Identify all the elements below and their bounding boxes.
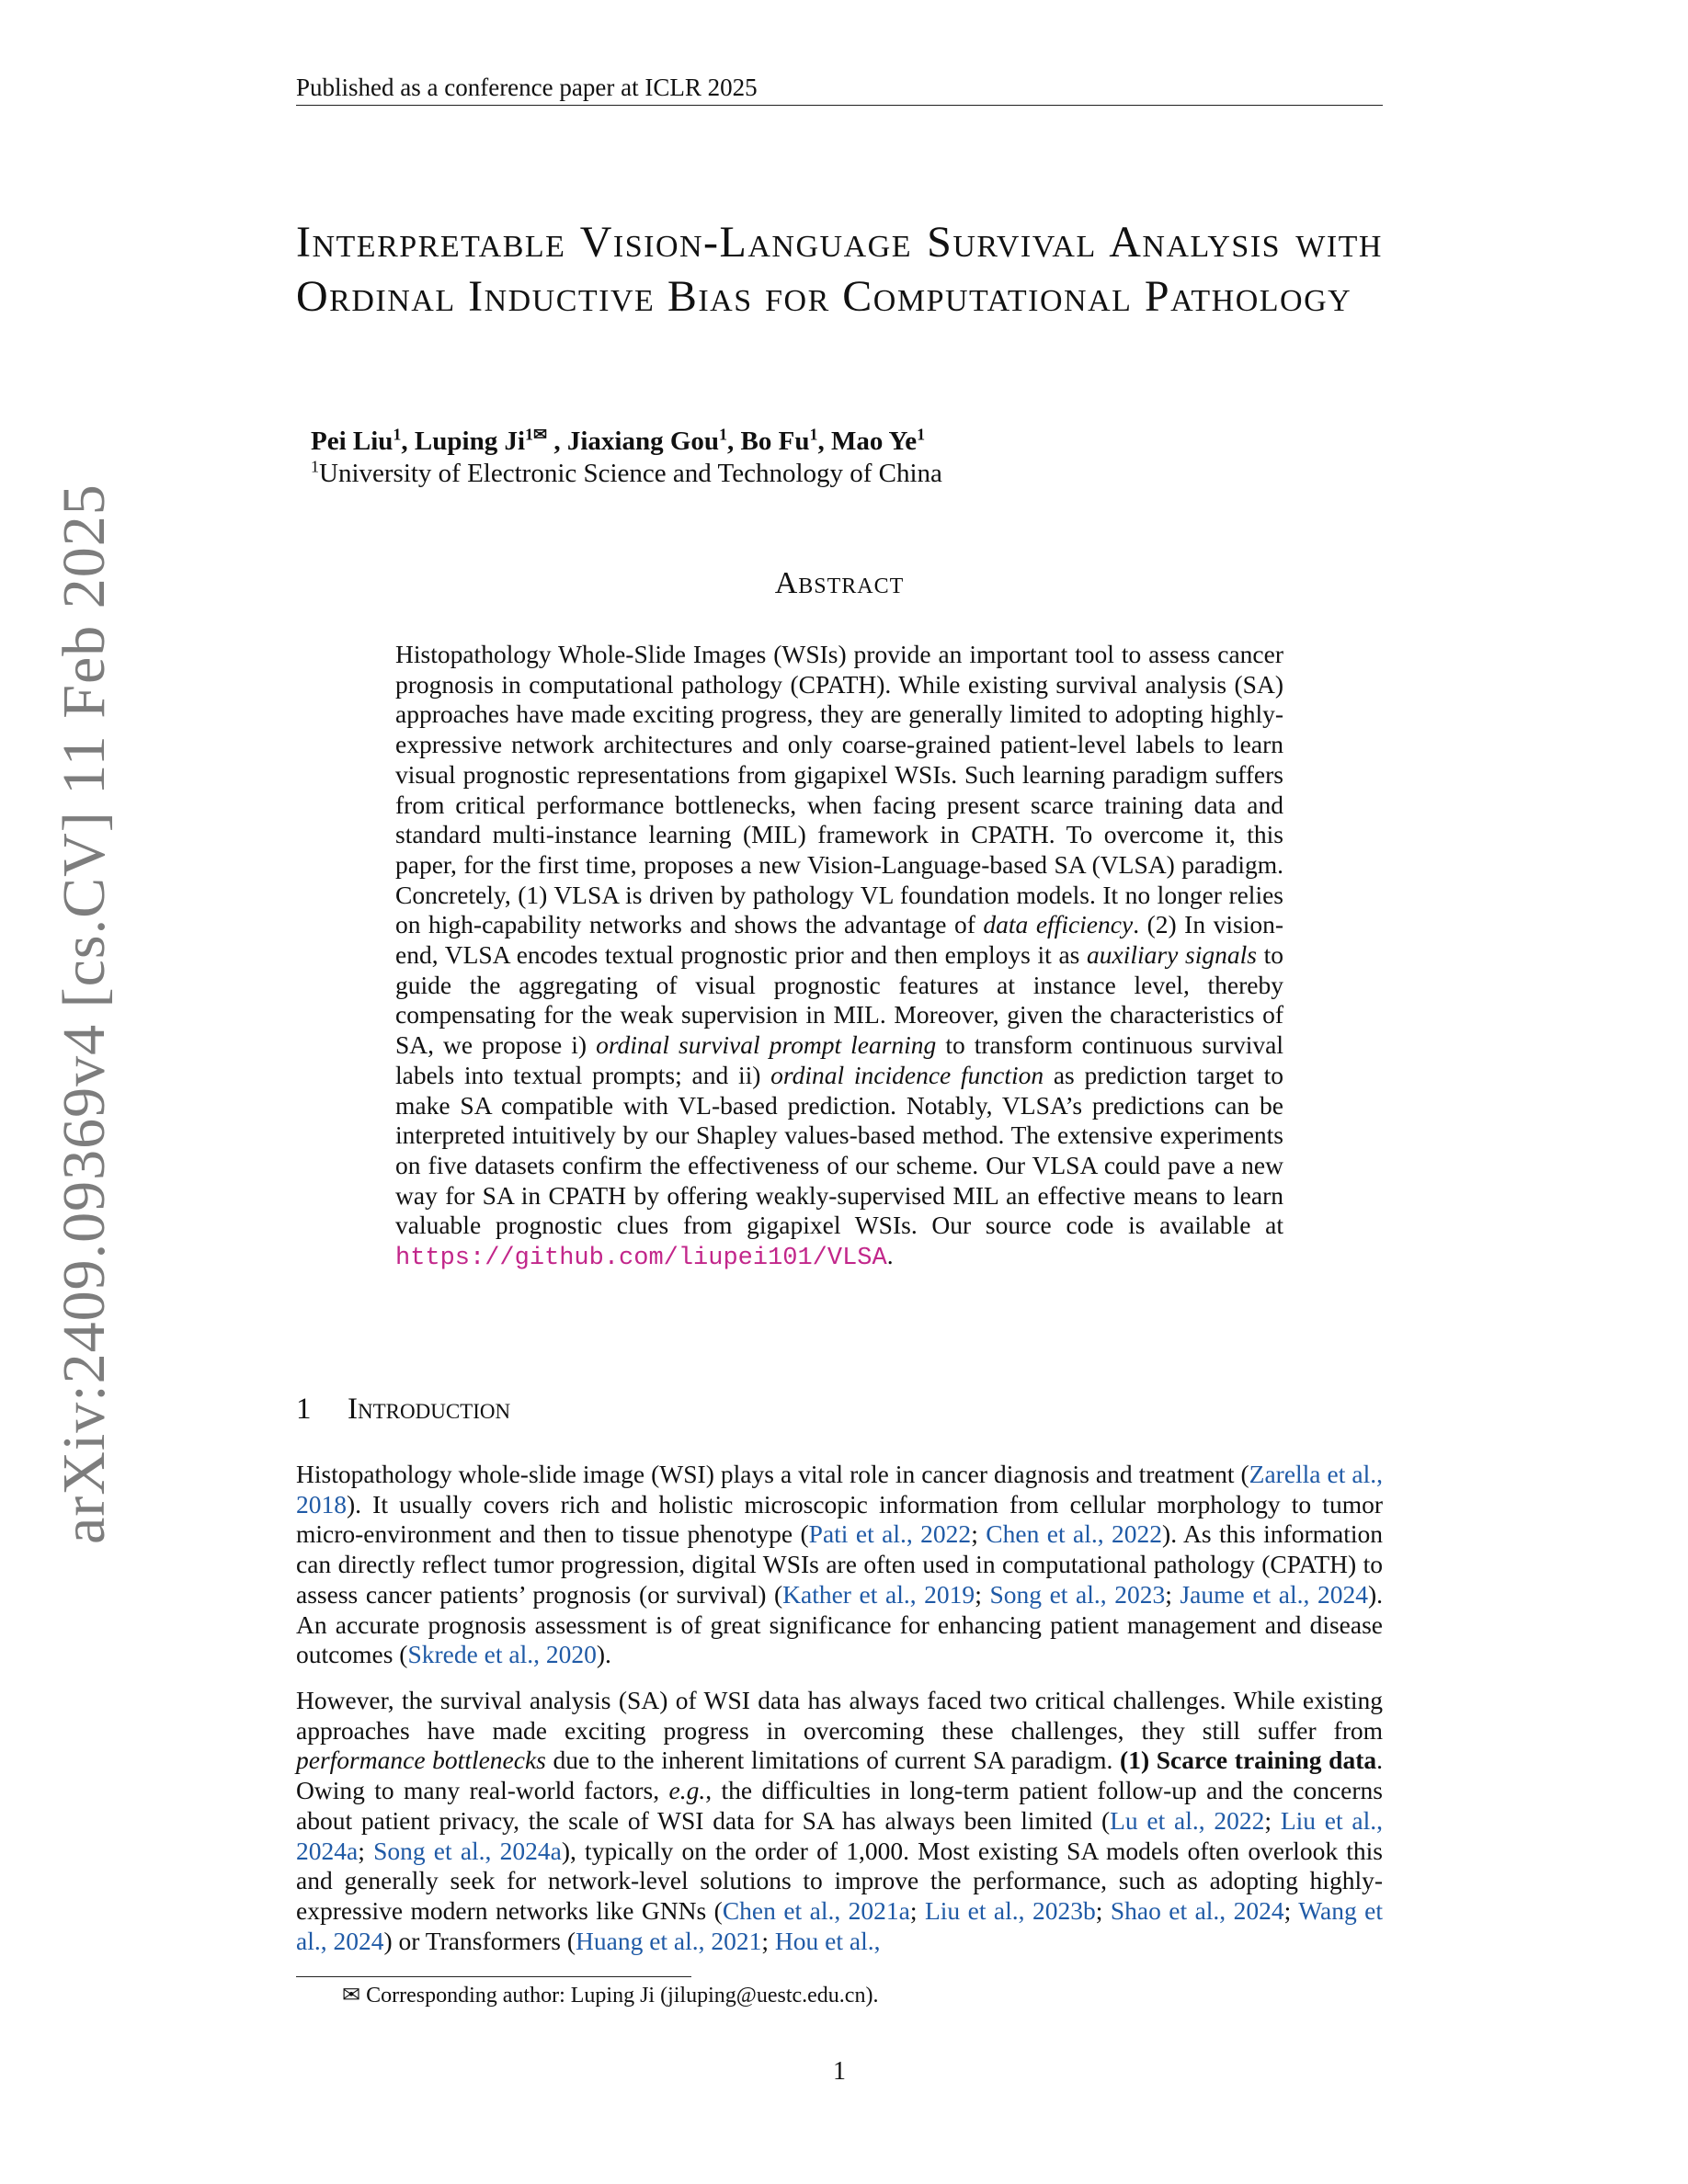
citation-link[interactable]: Skrede et al., 2020: [407, 1640, 597, 1669]
author-name[interactable]: Luping Ji: [414, 427, 526, 456]
citation-link[interactable]: Song et al., 2023: [989, 1579, 1166, 1609]
body-text: ;: [1165, 1579, 1180, 1609]
body-text: ;: [358, 1836, 374, 1865]
body-text: . Owing to many real-world factors,: [296, 1746, 1383, 1805]
body-text: ).: [596, 1640, 611, 1669]
body-text: ;: [761, 1926, 775, 1955]
abstract-heading: Abstract: [774, 566, 905, 600]
body-text: ;: [909, 1895, 925, 1925]
page-number: 1: [833, 2057, 846, 2086]
affil-mark: 1: [917, 425, 926, 444]
footnote: [342, 1982, 878, 2009]
citation-link[interactable]: Kather et al., 2019: [782, 1579, 975, 1609]
affiliation-text: University of Electronic Science and Technology of China: [319, 459, 942, 488]
body-text: ). An accurate prognosis assessment is of great significance for enhancing patient management and disease outcomes (: [296, 1579, 1384, 1669]
abstract-text: . (2) In vision-end, VLSA encodes textual prognostic prior and then employs it as: [395, 910, 1283, 970]
body-emphasis: e.g.: [668, 1776, 706, 1805]
body-text: ). It usually covers rich and holistic microscopic information from cellular morphology to tumor micro-environment and then to tissue phenotype (: [296, 1489, 1383, 1549]
citation-link[interactable]: Liu et al., 2024a: [296, 1805, 1383, 1865]
envelope-icon: ✉: [342, 1984, 361, 2008]
body-emphasis: performance bottlenecks: [296, 1746, 546, 1775]
citation-link[interactable]: Wang et al., 2024: [296, 1895, 1383, 1955]
citation-link[interactable]: Lu et al., 2022: [1110, 1805, 1265, 1835]
citation-link[interactable]: Liu et al., 2023b: [924, 1895, 1096, 1925]
body-text: ), typically on the order of 1,000. Most existing SA models often overlook this and generally seek for network-level solutions to improve the performance, such as adopting highly-expressive modern networks like GNNs (: [296, 1836, 1383, 1925]
abstract-emphasis: data efficiency: [983, 910, 1134, 939]
footnote-divider: [296, 1976, 691, 1977]
abstract-emphasis: auxiliary signals: [1087, 940, 1257, 970]
affil-mark: 1: [719, 425, 728, 444]
body-text: ;: [975, 1579, 990, 1609]
body-text: However, the survival analysis (SA) of WSI data has always faced two critical challenges. While existing approaches have made exciting progress in overcoming these challenges, they still suffer from: [296, 1686, 1383, 1745]
arxiv-stamp: arXiv:2409.09369v4 [cs.CV] 11 Feb 2025: [51, 483, 118, 1544]
abstract-emphasis: ordinal incidence function: [770, 1060, 1044, 1089]
citation-link[interactable]: Zarella et al., 2018: [296, 1460, 1383, 1519]
citation-link[interactable]: Huang et al., 2021: [576, 1926, 762, 1955]
footnote-text: Corresponding author: Luping Ji (jiluping@uestc.edu.cn).: [360, 1984, 879, 2008]
paper-title: Interpretable Vision-Language Survival Analysis with Ordinal Inductive Bias for Computational Pathology: [296, 218, 1383, 321]
citation-link[interactable]: Hou et al.,: [774, 1926, 881, 1955]
body-text: , the difficulties in long-term patient follow-up and the concerns about patient privacy, the scale of WSI data for SA has always been limited (: [296, 1776, 1383, 1835]
body-text: due to the inherent limitations of current SA paradigm.: [545, 1746, 1121, 1775]
citation-link[interactable]: Pati et al., 2022: [808, 1519, 972, 1549]
abstract-emphasis: ordinal survival prompt learning: [596, 1030, 937, 1060]
source-code-link[interactable]: https://github.com/liupei101/VLSA: [395, 1245, 887, 1273]
author-name[interactable]: Bo Fu: [740, 427, 810, 456]
author-name[interactable]: Jiaxiang Gou: [566, 427, 720, 456]
abstract-text: as prediction target to make SA compatible with VL-based prediction. Notably, VLSA’s predictions can be interpreted intuitively by our Shapley values-based method. The extensive experiments on five datasets confirm the effectiveness of our scheme. Our VLSA could pave a new way for SA in CPATH by offering weakly-supervised MIL an effective means to learn valuable prognostic clues from gigapixel WSIs. Our source code is available at: [395, 1060, 1283, 1240]
author-list: Pei Liu$^1$, Luping $Ji^{1✉}$ , Jiaxiang Gou$^1$, Bo Fu$^1$, Mao Ye$^1$: [311, 425, 926, 456]
body-text: ). As this information can directly reflect tumor progression, digital WSIs are often used in computational pathology (CPATH) to assess cancer patients’ prognosis (or survival) (: [296, 1519, 1383, 1609]
body-bold: (1) Scarce training data: [1120, 1746, 1377, 1775]
body-text: ;: [1095, 1895, 1111, 1925]
running-header: Published as a conference paper at ICLR 2025: [296, 72, 1383, 106]
abstract-body: [395, 640, 1283, 1274]
affil-mark: 1: [393, 425, 402, 444]
citation-link[interactable]: Shao et al., 2024: [1110, 1895, 1284, 1925]
body-text: ;: [971, 1519, 987, 1549]
envelope-icon: ✉: [533, 425, 548, 444]
intro-paragraph-2: [296, 1686, 1383, 1956]
section-heading: [296, 1393, 510, 1427]
abstract-text: .: [886, 1241, 894, 1270]
citation-link[interactable]: Song et al., 2024a: [373, 1836, 562, 1865]
intro-paragraph-1: [296, 1460, 1383, 1670]
abstract-text: Histopathology Whole-Slide Images (WSIs) provide an important tool to assess cancer prognosis in computational pathology (CPATH). While existing survival analysis (SA) approaches have made exciting progress, they are generally limited to adopting highly-expressive network architectures and only coarse-grained patient-level labels to learn visual prognostic representations from gigapixel WSIs. Such learning paradigm suffers from critical performance bottlenecks, when facing present scarce training data and standard multi-instance learning (MIL) framework in CPATH. To overcome it, this paper, for the first time, proposes a new Vision-Language-based SA (VLSA) paradigm. Concretely, (1) VLSA is driven by pathology VL foundation models. It no longer relies on high-capability networks and shows the advantage of: [395, 640, 1283, 939]
abstract-text: to transform continuous survival labels into textual prompts; and ii): [395, 1030, 1283, 1089]
affiliation: [311, 458, 942, 489]
body-text: ) or Transformers (: [383, 1926, 576, 1955]
section-title: Introduction: [348, 1393, 511, 1426]
affil-mark: 1: [525, 425, 534, 444]
body-text: ;: [1264, 1805, 1281, 1835]
section-number: 1: [296, 1393, 312, 1426]
citation-link[interactable]: Jaume et al., 2024: [1180, 1579, 1368, 1609]
citation-link[interactable]: Chen et al., 2021a: [722, 1895, 910, 1925]
body-text: Histopathology whole-slide image (WSI) plays a vital role in cancer diagnosis and treatment (: [296, 1460, 1249, 1488]
affil-mark: 1: [809, 425, 818, 444]
citation-link[interactable]: Chen et al., 2022: [986, 1519, 1163, 1549]
author-name[interactable]: Mao Ye: [830, 427, 918, 456]
abstract-text: to guide the aggregating of visual prognostic features at instance level, thereby compensating for the weak supervision in MIL. Moreover, given the characteristics of SA, we propose i): [395, 940, 1283, 1060]
affil-mark: 1: [311, 457, 319, 476]
author-name[interactable]: Pei Liu: [311, 427, 393, 456]
body-text: ;: [1283, 1895, 1299, 1925]
